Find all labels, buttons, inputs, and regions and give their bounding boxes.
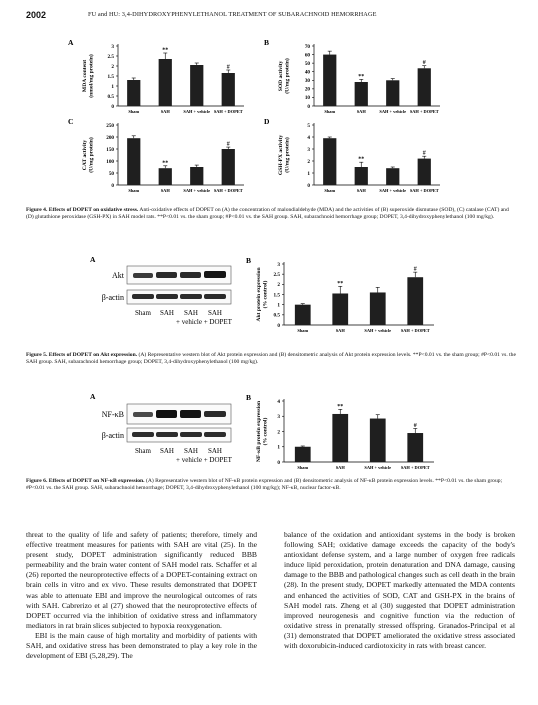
bar bbox=[222, 73, 235, 106]
chart-fig4b bbox=[262, 36, 452, 124]
body-paragraph: EBI is the main cause of high mortality and morbidity of patients with SAH, and oxidative stress has been demonstrated to play a key role in the development of EBI (5,28,29). The bbox=[26, 630, 257, 661]
x-tick-label: SAH bbox=[160, 109, 170, 114]
bar bbox=[159, 59, 172, 106]
fig5-lane-sublabel: + vehicle + DOPET bbox=[176, 318, 232, 326]
y-tick-label: 250 bbox=[106, 122, 114, 129]
body-column-left bbox=[26, 530, 257, 661]
y-tick-label: 2 bbox=[277, 282, 280, 289]
x-tick-label: SAH bbox=[335, 328, 345, 333]
chart-fig6b bbox=[246, 391, 446, 475]
y-tick-label: 150 bbox=[106, 146, 114, 153]
y-tick-label: 0 bbox=[111, 103, 114, 110]
x-tick-label: Sham bbox=[324, 109, 336, 114]
y-axis-label: CAT activity(U/mg protein) bbox=[82, 137, 95, 173]
fig5-lane-3: SAH bbox=[183, 309, 199, 317]
x-tick-label: SAH + DOPET bbox=[400, 465, 430, 470]
bar bbox=[418, 159, 431, 185]
fig6-caption-body: (A) Representative western blot of NF-κB protein expression and (B) densitometric analysis of NF-κB protein expression levels. **P<0.01 vs. the sham group; #P<0.01 vs. the SAH group. SAH, subarachnoid hemorrhage; DOPET, 3,4-dihydroxyphenylethanol (100 mg/kg); NF-κB, nuclear factor-κB. bbox=[26, 478, 503, 492]
y-axis-label: MDA content(nmol/mg protein) bbox=[82, 54, 95, 98]
y-tick-label: 2.5 bbox=[273, 271, 280, 278]
x-tick-label: SAH + DOPET bbox=[400, 328, 430, 333]
y-axis-label: Akt protein expression(% control) bbox=[256, 267, 269, 322]
significance-mark: # bbox=[422, 150, 426, 157]
x-tick-label: SAH + vehicle bbox=[183, 109, 211, 114]
y-tick-label: 40 bbox=[304, 69, 310, 76]
chart-fig4c bbox=[66, 115, 256, 203]
bar bbox=[407, 277, 423, 325]
y-tick-label: 1 bbox=[111, 83, 114, 90]
fig6-western-blot bbox=[84, 391, 234, 471]
x-tick-label: SAH + vehicle bbox=[183, 188, 211, 193]
x-tick-label: Sham bbox=[324, 188, 336, 193]
bar bbox=[323, 138, 336, 185]
y-tick-label: 4 bbox=[307, 134, 310, 141]
y-tick-label: 3 bbox=[277, 414, 280, 421]
chart-fig4a bbox=[66, 36, 256, 124]
y-axis-label: NF-κB protein expression(% control) bbox=[256, 400, 269, 463]
y-tick-label: 1 bbox=[277, 444, 280, 451]
fig4-caption bbox=[26, 207, 516, 221]
y-tick-label: 2 bbox=[111, 63, 114, 70]
significance-mark: # bbox=[226, 64, 230, 71]
fig5-panel-letter: A bbox=[90, 255, 96, 264]
significance-mark: ** bbox=[337, 403, 344, 410]
panel-letter: B bbox=[264, 38, 270, 47]
y-tick-label: 0 bbox=[307, 182, 310, 189]
fig5-caption bbox=[26, 352, 516, 366]
fig6-band-nfkb-2 bbox=[156, 410, 177, 418]
x-tick-label: Sham bbox=[297, 328, 309, 333]
fig6-band-nfkb-4 bbox=[204, 411, 226, 417]
x-tick-label: SAH + DOPET bbox=[409, 109, 439, 114]
y-axis-label: GSH-PX activity(U/mg protein) bbox=[278, 134, 291, 176]
y-tick-label: 0 bbox=[111, 182, 114, 189]
fig6-lane-3: SAH bbox=[183, 447, 199, 455]
bar bbox=[295, 305, 311, 325]
bar bbox=[222, 149, 235, 185]
y-tick-label: 60 bbox=[304, 52, 310, 59]
panel-letter: C bbox=[68, 117, 74, 126]
fig5-caption-title: Figure 5. Effects of DOPET on Akt expression. bbox=[26, 352, 138, 358]
fig6-caption bbox=[26, 478, 516, 492]
bar bbox=[332, 414, 348, 462]
bar bbox=[127, 138, 140, 185]
significance-mark: # bbox=[413, 422, 417, 429]
panel-letter: B bbox=[246, 393, 252, 402]
x-tick-label: SAH bbox=[356, 109, 366, 114]
significance-mark: # bbox=[413, 266, 417, 273]
x-tick-label: SAH + vehicle bbox=[379, 188, 407, 193]
chart-fig4d bbox=[262, 115, 452, 203]
significance-mark: # bbox=[422, 60, 426, 67]
fig5-band-akt-3 bbox=[180, 272, 201, 278]
fig5-band-actin-3 bbox=[180, 294, 202, 299]
y-tick-label: 0.5 bbox=[107, 93, 114, 100]
bar bbox=[355, 82, 368, 106]
significance-mark: ** bbox=[337, 280, 344, 287]
panel-letter: D bbox=[264, 117, 270, 126]
significance-mark: ** bbox=[162, 160, 169, 167]
y-tick-label: 50 bbox=[108, 170, 114, 177]
x-tick-label: SAH bbox=[160, 188, 170, 193]
significance-mark: ** bbox=[358, 156, 365, 163]
y-tick-label: 0 bbox=[277, 459, 280, 466]
fig4-caption-title: Figure 4. Effects of DOPET on oxidative stress. bbox=[26, 207, 139, 213]
bar bbox=[386, 80, 399, 106]
fig5-caption-body: (A) Representative western blot of Akt protein expression and (B) densitometric analysis of Akt protein expression levels. **P<0.01 vs. the sham group; #P<0.01 vs. the SAH group. SAH, subarachnoid hemorrhage group; DOPET, 3,4-dihydroxyphenylethanol (100 mg/kg). bbox=[26, 352, 516, 366]
x-tick-label: SAH + vehicle bbox=[379, 109, 407, 114]
page-header bbox=[26, 10, 526, 24]
fig6-lane-4: SAH bbox=[207, 447, 223, 455]
fig5-lane-2: SAH bbox=[159, 309, 175, 317]
significance-mark: # bbox=[226, 141, 230, 148]
fig6-lane-1: Sham bbox=[135, 447, 151, 455]
y-tick-label: 5 bbox=[307, 122, 310, 129]
y-tick-label: 2.5 bbox=[107, 53, 114, 60]
bar bbox=[407, 433, 423, 462]
fig6-row-label-actin: β-actin bbox=[101, 431, 124, 440]
fig6-band-actin-4 bbox=[204, 432, 226, 437]
x-tick-label: SAH + vehicle bbox=[364, 465, 392, 470]
x-tick-label: SAH + DOPET bbox=[213, 188, 243, 193]
y-tick-label: 0 bbox=[307, 103, 310, 110]
fig6-band-actin-3 bbox=[180, 432, 202, 437]
x-tick-label: Sham bbox=[297, 465, 309, 470]
y-tick-label: 2 bbox=[277, 429, 280, 436]
bar bbox=[159, 168, 172, 185]
bar bbox=[127, 80, 140, 106]
panel-letter: B bbox=[246, 256, 252, 265]
running-title: FU and HU: 3,4-DIHYDROXYPHENYLETHANOL TREATMENT OF SUBARACHNOID HEMORRHAGE bbox=[88, 11, 377, 18]
y-tick-label: 1.5 bbox=[273, 292, 280, 299]
y-tick-label: 200 bbox=[106, 134, 114, 141]
y-tick-label: 10 bbox=[304, 95, 310, 102]
fig5-band-actin-1 bbox=[132, 294, 154, 299]
bar bbox=[295, 447, 311, 462]
fig6-panel-letter: A bbox=[90, 392, 96, 401]
y-tick-label: 3 bbox=[307, 146, 310, 153]
fig6-band-nfkb-1 bbox=[133, 412, 153, 417]
significance-mark: ** bbox=[358, 73, 365, 80]
x-tick-label: SAH bbox=[356, 188, 366, 193]
body-paragraph: threat to the quality of life and safety of patients; therefore, timely and effective treatment measures for patients with SAH are vital (25). In the present study, DOPET administration significantly reduced BBB permeability and the brain water content of SAH model rats. Schaffer et al (26) reported the neuroprotective effects of a DOPET-containing extract on brain cells in vitro and ex vivo. These results demonstrated that DOPET was able to attenuate EBI and improve the neurological outcomes of rats with SAH. Cabrerizo et al (27) showed that the neuroprotective effects of DOPET occurred via the inhibition of oxidative stress and inflammatory mediators in rat brain slices subjected to hypoxia reoxygenation. bbox=[26, 530, 257, 630]
fig5-band-actin-2 bbox=[156, 294, 178, 299]
fig4-caption-body: Anti-oxidative effects of DOPET on (A) the concentration of malondialdehyde (MDA) and the activities of (B) superoxide dismutase (SOD), (C) catalase (CAT) and (D) glutathione peroxidase (GSH-PX) in SAH model rats. **P<0.01 vs. the sham group; #P<0.01 vs. the SAH group. SAH, subarachnoid hemorrhage group; DOPET, 3,4-dihydroxyphenylethanol (100 mg/kg). bbox=[26, 207, 509, 221]
bar bbox=[355, 167, 368, 185]
fig6-lane-sublabel: + vehicle + DOPET bbox=[176, 456, 232, 464]
y-tick-label: 1 bbox=[277, 302, 280, 309]
fig5-row-label-akt: Akt bbox=[112, 271, 124, 280]
chart-fig5b bbox=[246, 254, 446, 338]
x-tick-label: SAH + vehicle bbox=[364, 328, 392, 333]
bar bbox=[370, 292, 386, 325]
bar bbox=[323, 55, 336, 106]
y-tick-label: 0 bbox=[277, 322, 280, 329]
bar bbox=[332, 293, 348, 325]
x-tick-label: SAH bbox=[335, 465, 345, 470]
bar bbox=[370, 419, 386, 462]
fig5-row-label-actin: β-actin bbox=[101, 293, 124, 302]
body-column-right bbox=[284, 530, 515, 651]
y-tick-label: 0.5 bbox=[273, 312, 280, 319]
x-tick-label: SAH + DOPET bbox=[409, 188, 439, 193]
fig5-band-akt-4 bbox=[204, 271, 226, 278]
fig6-caption-title: Figure 6. Effects of DOPET on NF-κB expression. bbox=[26, 478, 145, 484]
body-paragraph: balance of the oxidation and antioxidant systems in the body is broken following SAH; oxidative damage exceeds the capacity of the body's antioxidant defense system, and a large number of oxygen free radicals induce lipid peroxidation, protein denaturation and DNA damage, causing damage to the BBB and pathological changes such as cell death in the brain (28). In the present study, DOPET markedly attenuated the MDA contents and enhanced the activities of SOD, CAT and GSH-PX in the brains of SAH model rats. Zheng et al (30) suggested that DOPET administration improved neurogenesis and cognitive function via the reduction of oxidative stress in prenatally stressed offspring. Granados-Principal et al (31) demonstrated that DOPET ameliorated the oxidative stress associated with doxorubicin-induced cardiotoxicity in rats with breast cancer. bbox=[284, 530, 515, 651]
bar bbox=[190, 65, 203, 106]
y-tick-label: 20 bbox=[304, 86, 310, 93]
y-tick-label: 50 bbox=[304, 60, 310, 67]
fig5-band-akt-2 bbox=[156, 272, 177, 278]
fig6-band-actin-1 bbox=[132, 432, 154, 437]
bar bbox=[386, 168, 399, 185]
fig6-lane-2: SAH bbox=[159, 447, 175, 455]
y-tick-label: 3 bbox=[277, 261, 280, 268]
page-number: 2002 bbox=[26, 10, 47, 20]
x-tick-label: Sham bbox=[128, 188, 140, 193]
x-tick-label: SAH + DOPET bbox=[213, 109, 243, 114]
fig5-lane-4: SAH bbox=[207, 309, 223, 317]
fig5-western-blot bbox=[84, 254, 234, 334]
fig6-band-actin-2 bbox=[156, 432, 178, 437]
significance-mark: ** bbox=[162, 47, 169, 54]
fig5-lane-1: Sham bbox=[135, 309, 151, 317]
y-axis-label: SOD activity(U/mg protein) bbox=[278, 58, 291, 94]
y-tick-label: 3 bbox=[111, 43, 114, 50]
panel-letter: A bbox=[68, 38, 74, 47]
y-tick-label: 30 bbox=[304, 78, 310, 85]
fig5-band-akt-1 bbox=[133, 273, 153, 278]
y-tick-label: 4 bbox=[277, 398, 280, 405]
x-tick-label: Sham bbox=[128, 109, 140, 114]
y-tick-label: 2 bbox=[307, 158, 310, 165]
fig6-band-nfkb-3 bbox=[180, 410, 201, 418]
y-tick-label: 70 bbox=[304, 43, 310, 50]
fig6-row-label-nfkb: NF-κB bbox=[101, 410, 124, 419]
bar bbox=[190, 167, 203, 185]
y-tick-label: 100 bbox=[106, 158, 114, 165]
fig5-band-actin-4 bbox=[204, 294, 226, 299]
bar bbox=[418, 68, 431, 106]
y-tick-label: 1 bbox=[307, 170, 310, 177]
y-tick-label: 1.5 bbox=[107, 73, 114, 80]
